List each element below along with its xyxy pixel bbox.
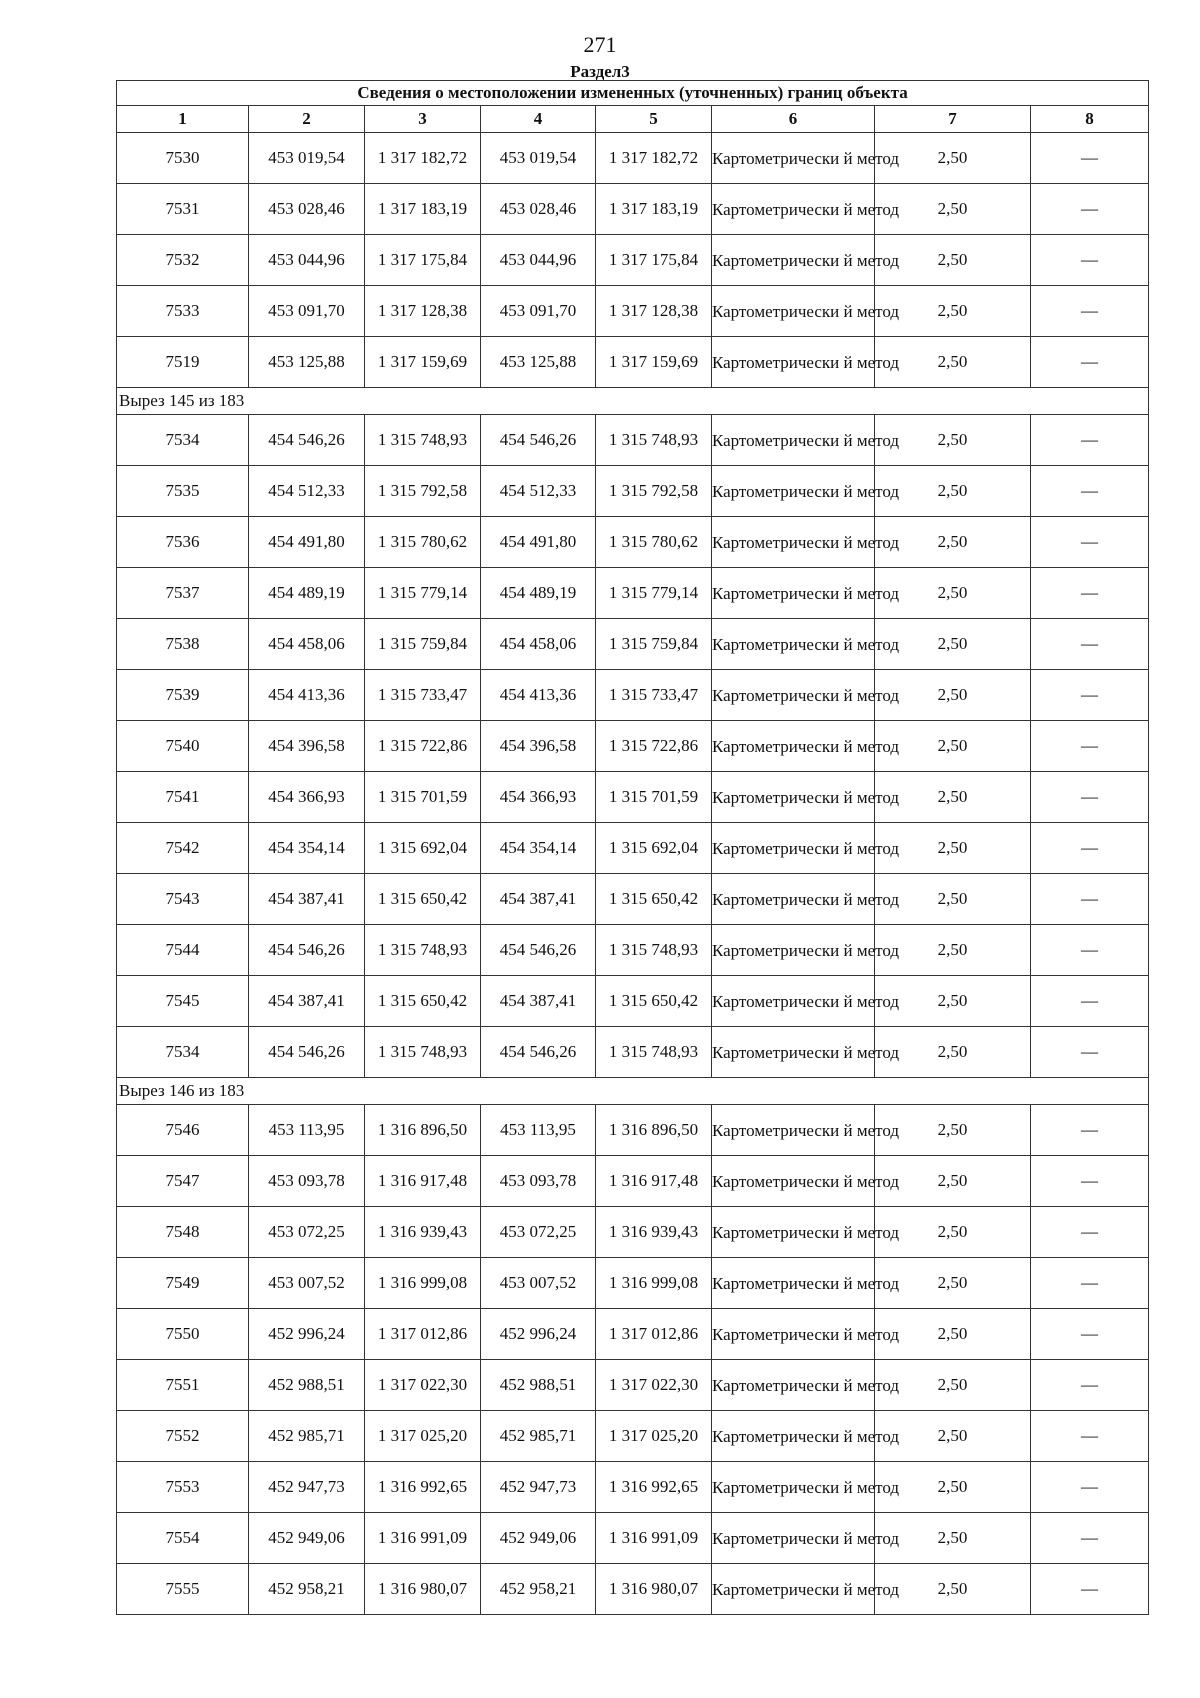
- method-cell: Картометрически й метод: [712, 568, 875, 619]
- x-coordinate-refined: 454 512,33: [481, 466, 596, 517]
- x-coordinate-refined: 452 947,73: [481, 1462, 596, 1513]
- x-coordinate-existing: 454 546,26: [249, 925, 365, 976]
- table-row: [117, 1411, 1149, 1462]
- method-cell: Картометрически й метод: [712, 1411, 875, 1462]
- method-cell: Картометрически й метод: [712, 925, 875, 976]
- cutout-label: Вырез 146 из 183: [117, 1078, 1149, 1105]
- x-coordinate-existing: 452 958,21: [249, 1564, 365, 1615]
- description-cell: —: [1031, 184, 1149, 235]
- x-coordinate-refined: 452 949,06: [481, 1513, 596, 1564]
- accuracy-cell: 2,50: [875, 337, 1031, 388]
- table-row: [117, 1564, 1149, 1615]
- y-coordinate-refined: 1 315 733,47: [596, 670, 712, 721]
- y-coordinate-existing: 1 317 159,69: [365, 337, 481, 388]
- method-cell: Картометрически й метод: [712, 772, 875, 823]
- x-coordinate-existing: 453 093,78: [249, 1156, 365, 1207]
- method-cell: Картометрически й метод: [712, 337, 875, 388]
- point-number: 7550: [117, 1309, 249, 1360]
- table-row: [117, 1462, 1149, 1513]
- x-coordinate-refined: 452 996,24: [481, 1309, 596, 1360]
- accuracy-cell: 2,50: [875, 415, 1031, 466]
- y-coordinate-refined: 1 316 939,43: [596, 1207, 712, 1258]
- y-coordinate-refined: 1 315 692,04: [596, 823, 712, 874]
- accuracy-cell: 2,50: [875, 925, 1031, 976]
- description-cell: —: [1031, 1207, 1149, 1258]
- y-coordinate-existing: 1 316 980,07: [365, 1564, 481, 1615]
- method-cell: Картометрически й метод: [712, 1156, 875, 1207]
- accuracy-cell: 2,50: [875, 286, 1031, 337]
- y-coordinate-existing: 1 315 792,58: [365, 466, 481, 517]
- table-row: [117, 517, 1149, 568]
- method-cell: Картометрически й метод: [712, 670, 875, 721]
- accuracy-cell: 2,50: [875, 184, 1031, 235]
- table-row: [117, 925, 1149, 976]
- method-cell: Картометрически й метод: [712, 1258, 875, 1309]
- accuracy-cell: 2,50: [875, 1027, 1031, 1078]
- y-coordinate-refined: 1 315 722,86: [596, 721, 712, 772]
- table-row: [117, 1105, 1149, 1156]
- x-coordinate-existing: 453 044,96: [249, 235, 365, 286]
- method-cell: Картометрически й метод: [712, 517, 875, 568]
- y-coordinate-existing: 1 315 692,04: [365, 823, 481, 874]
- x-coordinate-refined: 452 985,71: [481, 1411, 596, 1462]
- y-coordinate-refined: 1 316 896,50: [596, 1105, 712, 1156]
- description-cell: —: [1031, 1309, 1149, 1360]
- accuracy-cell: 2,50: [875, 670, 1031, 721]
- table-row: [117, 415, 1149, 466]
- method-cell: Картометрически й метод: [712, 1513, 875, 1564]
- accuracy-cell: 2,50: [875, 133, 1031, 184]
- x-coordinate-existing: 454 458,06: [249, 619, 365, 670]
- table-body: [117, 133, 1149, 1615]
- point-number: 7551: [117, 1360, 249, 1411]
- accuracy-cell: 2,50: [875, 1564, 1031, 1615]
- point-number: 7541: [117, 772, 249, 823]
- accuracy-cell: 2,50: [875, 568, 1031, 619]
- point-number: 7545: [117, 976, 249, 1027]
- y-coordinate-existing: 1 317 182,72: [365, 133, 481, 184]
- y-coordinate-existing: 1 315 779,14: [365, 568, 481, 619]
- y-coordinate-refined: 1 317 159,69: [596, 337, 712, 388]
- method-cell: Картометрически й метод: [712, 1207, 875, 1258]
- y-coordinate-existing: 1 317 128,38: [365, 286, 481, 337]
- page-number: 271: [583, 32, 617, 57]
- point-number: 7549: [117, 1258, 249, 1309]
- accuracy-cell: 2,50: [875, 1360, 1031, 1411]
- accuracy-cell: 2,50: [875, 1462, 1031, 1513]
- point-number: 7536: [117, 517, 249, 568]
- column-header: 4: [481, 106, 596, 133]
- x-coordinate-refined: 454 413,36: [481, 670, 596, 721]
- method-cell: Картометрически й метод: [712, 235, 875, 286]
- table-row: [117, 1207, 1149, 1258]
- description-cell: —: [1031, 1462, 1149, 1513]
- accuracy-cell: 2,50: [875, 976, 1031, 1027]
- y-coordinate-existing: 1 315 650,42: [365, 976, 481, 1027]
- x-coordinate-existing: 453 007,52: [249, 1258, 365, 1309]
- x-coordinate-refined: 454 387,41: [481, 874, 596, 925]
- point-number: 7537: [117, 568, 249, 619]
- accuracy-cell: 2,50: [875, 1513, 1031, 1564]
- point-number: 7555: [117, 1564, 249, 1615]
- method-cell: Картометрически й метод: [712, 874, 875, 925]
- description-cell: —: [1031, 517, 1149, 568]
- x-coordinate-refined: 453 019,54: [481, 133, 596, 184]
- x-coordinate-existing: 454 546,26: [249, 415, 365, 466]
- description-cell: —: [1031, 1105, 1149, 1156]
- y-coordinate-refined: 1 317 022,30: [596, 1360, 712, 1411]
- x-coordinate-existing: 454 413,36: [249, 670, 365, 721]
- column-header: 8: [1031, 106, 1149, 133]
- y-coordinate-refined: 1 317 025,20: [596, 1411, 712, 1462]
- y-coordinate-refined: 1 315 779,14: [596, 568, 712, 619]
- y-coordinate-existing: 1 317 012,86: [365, 1309, 481, 1360]
- method-cell: Картометрически й метод: [712, 1564, 875, 1615]
- point-number: 7531: [117, 184, 249, 235]
- x-coordinate-refined: 453 113,95: [481, 1105, 596, 1156]
- table-caption: Сведения о местоположении измененных (уточненных) границ объекта: [117, 81, 1149, 106]
- y-coordinate-existing: 1 316 992,65: [365, 1462, 481, 1513]
- point-number: 7519: [117, 337, 249, 388]
- y-coordinate-existing: 1 317 025,20: [365, 1411, 481, 1462]
- description-cell: —: [1031, 772, 1149, 823]
- y-coordinate-refined: 1 315 792,58: [596, 466, 712, 517]
- description-cell: —: [1031, 721, 1149, 772]
- x-coordinate-refined: 453 072,25: [481, 1207, 596, 1258]
- description-cell: —: [1031, 619, 1149, 670]
- y-coordinate-refined: 1 317 175,84: [596, 235, 712, 286]
- method-cell: Картометрически й метод: [712, 1105, 875, 1156]
- accuracy-cell: 2,50: [875, 619, 1031, 670]
- accuracy-cell: 2,50: [875, 1258, 1031, 1309]
- coordinates-table: [116, 80, 1149, 1615]
- x-coordinate-refined: 453 091,70: [481, 286, 596, 337]
- x-coordinate-existing: 452 996,24: [249, 1309, 365, 1360]
- x-coordinate-existing: 453 113,95: [249, 1105, 365, 1156]
- y-coordinate-refined: 1 317 182,72: [596, 133, 712, 184]
- method-cell: Картометрически й метод: [712, 1309, 875, 1360]
- y-coordinate-existing: 1 317 022,30: [365, 1360, 481, 1411]
- x-coordinate-refined: 454 387,41: [481, 976, 596, 1027]
- y-coordinate-existing: 1 315 748,93: [365, 415, 481, 466]
- table-row: [117, 874, 1149, 925]
- description-cell: —: [1031, 1258, 1149, 1309]
- point-number: 7546: [117, 1105, 249, 1156]
- method-cell: Картометрически й метод: [712, 976, 875, 1027]
- y-coordinate-existing: 1 316 939,43: [365, 1207, 481, 1258]
- x-coordinate-refined: 454 546,26: [481, 415, 596, 466]
- y-coordinate-refined: 1 315 650,42: [596, 874, 712, 925]
- description-cell: —: [1031, 976, 1149, 1027]
- accuracy-cell: 2,50: [875, 1207, 1031, 1258]
- x-coordinate-existing: 454 387,41: [249, 976, 365, 1027]
- x-coordinate-existing: 452 947,73: [249, 1462, 365, 1513]
- y-coordinate-refined: 1 316 992,65: [596, 1462, 712, 1513]
- y-coordinate-refined: 1 315 748,93: [596, 1027, 712, 1078]
- cutout-label: Вырез 145 из 183: [117, 388, 1149, 415]
- x-coordinate-refined: 454 546,26: [481, 925, 596, 976]
- y-coordinate-existing: 1 315 650,42: [365, 874, 481, 925]
- x-coordinate-refined: 452 958,21: [481, 1564, 596, 1615]
- x-coordinate-refined: 454 354,14: [481, 823, 596, 874]
- method-cell: Картометрически й метод: [712, 1027, 875, 1078]
- table-row: [117, 337, 1149, 388]
- section-title: Раздел3: [570, 62, 630, 81]
- column-header: 3: [365, 106, 481, 133]
- column-header: 2: [249, 106, 365, 133]
- x-coordinate-existing: 454 354,14: [249, 823, 365, 874]
- x-coordinate-existing: 454 387,41: [249, 874, 365, 925]
- point-number: 7540: [117, 721, 249, 772]
- x-coordinate-refined: 453 093,78: [481, 1156, 596, 1207]
- y-coordinate-existing: 1 316 896,50: [365, 1105, 481, 1156]
- x-coordinate-refined: 454 458,06: [481, 619, 596, 670]
- point-number: 7535: [117, 466, 249, 517]
- table-row: [117, 1027, 1149, 1078]
- table-row: [117, 976, 1149, 1027]
- description-cell: —: [1031, 466, 1149, 517]
- x-coordinate-existing: 453 125,88: [249, 337, 365, 388]
- table-row: [117, 1513, 1149, 1564]
- description-cell: —: [1031, 235, 1149, 286]
- description-cell: —: [1031, 1360, 1149, 1411]
- y-coordinate-refined: 1 316 917,48: [596, 1156, 712, 1207]
- table-row: [117, 1360, 1149, 1411]
- column-header: 1: [117, 106, 249, 133]
- accuracy-cell: 2,50: [875, 772, 1031, 823]
- x-coordinate-existing: 454 366,93: [249, 772, 365, 823]
- x-coordinate-refined: 454 546,26: [481, 1027, 596, 1078]
- description-cell: —: [1031, 568, 1149, 619]
- accuracy-cell: 2,50: [875, 517, 1031, 568]
- x-coordinate-refined: 453 007,52: [481, 1258, 596, 1309]
- method-cell: Картометрически й метод: [712, 721, 875, 772]
- table-row: [117, 466, 1149, 517]
- x-coordinate-existing: 454 546,26: [249, 1027, 365, 1078]
- table-row: [117, 772, 1149, 823]
- table-row: [117, 1258, 1149, 1309]
- y-coordinate-existing: 1 315 701,59: [365, 772, 481, 823]
- method-cell: Картометрически й метод: [712, 286, 875, 337]
- y-coordinate-existing: 1 316 999,08: [365, 1258, 481, 1309]
- column-header: 5: [596, 106, 712, 133]
- y-coordinate-existing: 1 315 748,93: [365, 925, 481, 976]
- table-row: [117, 184, 1149, 235]
- description-cell: —: [1031, 1411, 1149, 1462]
- y-coordinate-existing: 1 315 759,84: [365, 619, 481, 670]
- y-coordinate-refined: 1 315 748,93: [596, 415, 712, 466]
- x-coordinate-refined: 454 366,93: [481, 772, 596, 823]
- method-cell: Картометрически й метод: [712, 1360, 875, 1411]
- y-coordinate-refined: 1 315 650,42: [596, 976, 712, 1027]
- point-number: 7533: [117, 286, 249, 337]
- point-number: 7547: [117, 1156, 249, 1207]
- method-cell: Картометрически й метод: [712, 415, 875, 466]
- table-row: [117, 235, 1149, 286]
- method-cell: Картометрически й метод: [712, 133, 875, 184]
- method-cell: Картометрически й метод: [712, 466, 875, 517]
- point-number: 7554: [117, 1513, 249, 1564]
- y-coordinate-existing: 1 316 917,48: [365, 1156, 481, 1207]
- y-coordinate-existing: 1 315 780,62: [365, 517, 481, 568]
- accuracy-cell: 2,50: [875, 1156, 1031, 1207]
- description-cell: —: [1031, 1027, 1149, 1078]
- description-cell: —: [1031, 1513, 1149, 1564]
- method-cell: Картометрически й метод: [712, 619, 875, 670]
- point-number: 7534: [117, 1027, 249, 1078]
- x-coordinate-existing: 452 985,71: [249, 1411, 365, 1462]
- point-number: 7548: [117, 1207, 249, 1258]
- method-cell: Картометрически й метод: [712, 823, 875, 874]
- description-cell: —: [1031, 670, 1149, 721]
- x-coordinate-existing: 452 949,06: [249, 1513, 365, 1564]
- y-coordinate-refined: 1 315 759,84: [596, 619, 712, 670]
- point-number: 7534: [117, 415, 249, 466]
- y-coordinate-refined: 1 315 748,93: [596, 925, 712, 976]
- accuracy-cell: 2,50: [875, 1105, 1031, 1156]
- y-coordinate-refined: 1 317 183,19: [596, 184, 712, 235]
- y-coordinate-existing: 1 317 175,84: [365, 235, 481, 286]
- y-coordinate-existing: 1 315 722,86: [365, 721, 481, 772]
- x-coordinate-existing: 452 988,51: [249, 1360, 365, 1411]
- y-coordinate-refined: 1 316 991,09: [596, 1513, 712, 1564]
- description-cell: —: [1031, 1564, 1149, 1615]
- y-coordinate-existing: 1 317 183,19: [365, 184, 481, 235]
- table-row: [117, 133, 1149, 184]
- accuracy-cell: 2,50: [875, 874, 1031, 925]
- x-coordinate-existing: 454 512,33: [249, 466, 365, 517]
- y-coordinate-refined: 1 317 012,86: [596, 1309, 712, 1360]
- point-number: 7539: [117, 670, 249, 721]
- y-coordinate-existing: 1 315 733,47: [365, 670, 481, 721]
- point-number: 7543: [117, 874, 249, 925]
- y-coordinate-refined: 1 315 780,62: [596, 517, 712, 568]
- point-number: 7530: [117, 133, 249, 184]
- x-coordinate-existing: 454 396,58: [249, 721, 365, 772]
- table-row: [117, 1156, 1149, 1207]
- point-number: 7553: [117, 1462, 249, 1513]
- x-coordinate-refined: 453 028,46: [481, 184, 596, 235]
- x-coordinate-existing: 453 091,70: [249, 286, 365, 337]
- table-row: [117, 670, 1149, 721]
- x-coordinate-refined: 454 491,80: [481, 517, 596, 568]
- x-coordinate-existing: 454 491,80: [249, 517, 365, 568]
- point-number: 7552: [117, 1411, 249, 1462]
- accuracy-cell: 2,50: [875, 1309, 1031, 1360]
- x-coordinate-refined: 453 125,88: [481, 337, 596, 388]
- cutout-row: [117, 1078, 1149, 1105]
- point-number: 7544: [117, 925, 249, 976]
- description-cell: —: [1031, 1156, 1149, 1207]
- table-row: [117, 619, 1149, 670]
- accuracy-cell: 2,50: [875, 823, 1031, 874]
- x-coordinate-refined: 452 988,51: [481, 1360, 596, 1411]
- point-number: 7538: [117, 619, 249, 670]
- y-coordinate-existing: 1 316 991,09: [365, 1513, 481, 1564]
- x-coordinate-existing: 453 072,25: [249, 1207, 365, 1258]
- x-coordinate-existing: 454 489,19: [249, 568, 365, 619]
- y-coordinate-refined: 1 316 999,08: [596, 1258, 712, 1309]
- description-cell: —: [1031, 874, 1149, 925]
- accuracy-cell: 2,50: [875, 721, 1031, 772]
- x-coordinate-existing: 453 019,54: [249, 133, 365, 184]
- x-coordinate-refined: 453 044,96: [481, 235, 596, 286]
- table-row: [117, 286, 1149, 337]
- description-cell: —: [1031, 823, 1149, 874]
- y-coordinate-refined: 1 316 980,07: [596, 1564, 712, 1615]
- column-header: 7: [875, 106, 1031, 133]
- accuracy-cell: 2,50: [875, 1411, 1031, 1462]
- x-coordinate-refined: 454 489,19: [481, 568, 596, 619]
- description-cell: —: [1031, 925, 1149, 976]
- accuracy-cell: 2,50: [875, 466, 1031, 517]
- table-row: [117, 823, 1149, 874]
- point-number: 7532: [117, 235, 249, 286]
- y-coordinate-refined: 1 315 701,59: [596, 772, 712, 823]
- description-cell: —: [1031, 133, 1149, 184]
- description-cell: —: [1031, 415, 1149, 466]
- table-row: [117, 721, 1149, 772]
- description-cell: —: [1031, 337, 1149, 388]
- method-cell: Картометрически й метод: [712, 184, 875, 235]
- x-coordinate-existing: 453 028,46: [249, 184, 365, 235]
- description-cell: —: [1031, 286, 1149, 337]
- accuracy-cell: 2,50: [875, 235, 1031, 286]
- table-row: [117, 568, 1149, 619]
- point-number: 7542: [117, 823, 249, 874]
- y-coordinate-existing: 1 315 748,93: [365, 1027, 481, 1078]
- column-header: 6: [712, 106, 875, 133]
- cutout-row: [117, 388, 1149, 415]
- y-coordinate-refined: 1 317 128,38: [596, 286, 712, 337]
- table-row: [117, 1309, 1149, 1360]
- method-cell: Картометрически й метод: [712, 1462, 875, 1513]
- x-coordinate-refined: 454 396,58: [481, 721, 596, 772]
